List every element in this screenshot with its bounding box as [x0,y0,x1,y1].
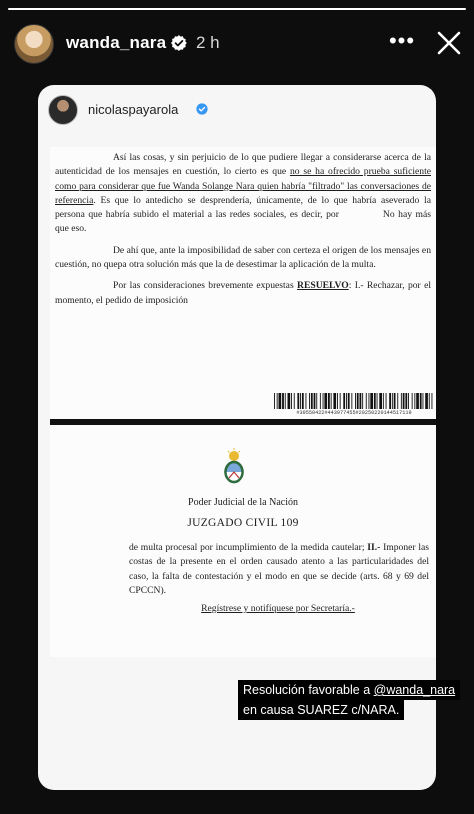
verified-badge-icon [171,35,187,51]
verified-badge-icon [196,103,208,115]
caption-line-1: Resolución favorable a @wanda_nara [238,680,460,700]
barcode-bar [423,393,424,409]
document-page-2 [50,425,436,657]
barcode-bar [405,393,407,409]
barcode-bar [346,393,347,409]
barcode-bar [374,393,376,409]
barcode-bar [285,393,286,409]
barcode-bar [392,393,393,409]
barcode-bar [340,393,341,409]
barcode-bar [311,393,313,409]
document-paragraph-1: Así las cosas, y sin perjuicio de lo que pudiere llegar a considerarse acerca de la autenticidad de los mensajes en cuestión, lo cierto es que no se ha ofrecido prueba suficiente como para considerar que fue Wanda Solange Nara quien habría "filtrado" las conversaciones de referencia. Es que lo antedicho se desprendería, únicamente, de lo que habría aseverado la persona que habría subido el material a las redes sociales, es decir, por No hay más que eso. [55,152,431,235]
reshared-post-header [38,85,436,135]
barcode-bar [291,393,292,409]
barcode-bar [320,393,321,409]
court-organism: Poder Judicial de la Nación [188,497,298,508]
barcode-bar [369,393,370,409]
barcode-bar [343,393,345,409]
barcode-bar [432,393,433,409]
avatar[interactable] [14,24,54,64]
barcode-bar [414,393,415,409]
barcode-bar [300,393,301,409]
document-paragraph-3: Por las consideraciones brevemente expuestas RESUELVO: I.- Rechazar, por el momento, el pedido de imposición [55,280,432,306]
barcode-bar [394,393,396,409]
barcode-bar [420,393,422,409]
barcode-bar [377,393,378,409]
mention-link[interactable]: @wanda_nara [373,683,456,697]
reshared-avatar[interactable] [48,95,78,125]
coat-of-arms-icon [220,447,248,487]
barcode-bar [297,393,299,409]
barcode-bar [383,393,384,409]
barcode-bar [288,393,291,409]
story-time: 2 h [196,33,220,52]
barcode-bar [309,393,310,409]
barcode-bar [351,393,352,409]
barcode-bar [282,393,284,409]
barcode-bar [412,393,413,409]
document-closing: Regístrese y notifíquese por Secretaría.- [201,603,355,614]
barcode-bar [360,393,362,409]
barcode-bar [348,393,350,409]
barcode-bar [331,393,332,409]
barcode-bar [401,393,402,409]
barcode-bar [397,393,398,409]
barcode-bar [294,393,295,409]
document-body [50,147,436,308]
barcode-bar [314,393,316,409]
barcode-bar [302,393,304,409]
barcode-bar [362,393,363,409]
barcode-bar [279,393,282,409]
document-paragraph-4: de multa procesal por incumplimiento de la medida cautelar; II.- Imponer las costas de la presente en el orden causado atento a las particularidades del caso, la falta de contestación y el modo en que se decide (arts. 68 y 69 del CPCCN). [129,542,429,596]
barcode-bar [357,393,359,409]
barcode-bar [416,393,419,409]
barcode-bar [323,393,324,409]
barcode-bar [328,393,330,409]
barcode-bar [389,393,391,409]
story-progress-fill [8,8,466,10]
barcode-bar [379,393,382,409]
story-header [0,18,474,70]
barcode-bar [333,393,336,409]
caption-line-2: en causa SUAREZ c/NARA. [238,700,404,720]
barcode-bar [408,393,409,409]
story-progress-bar [8,8,466,10]
court-name: JUZGADO CIVIL 109 [187,517,299,529]
close-icon[interactable] [432,26,466,60]
barcode-bar [306,393,307,409]
barcode-bar [403,393,405,409]
document-paragraph-2: De ahí que, ante la imposibilidad de saber con certeza el origen de los mensajes en cuestión, no quepa otra solución más que la de desestimar la aplicación de la multa. [55,244,431,271]
barcode [274,393,434,409]
barcode-bar [386,393,387,409]
document-page-1 [50,147,436,419]
barcode-bar [425,393,428,409]
barcode-bar [316,393,317,409]
barcode-bar [370,393,373,409]
barcode-bar [277,393,278,409]
barcode-bar [324,393,327,409]
barcode-bar [355,393,356,409]
barcode-number: #39550422#443977455#20250220144517119 [296,410,412,416]
barcode-bar [337,393,338,409]
barcode-bar [274,393,275,409]
barcode-bar [429,393,430,409]
story-username[interactable]: wanda_nara [66,33,167,52]
reshared-username[interactable]: nicolaspayarola [88,102,179,117]
barcode-bar [366,393,367,409]
more-options-icon[interactable]: ••• [388,28,416,53]
story-caption [238,680,456,720]
